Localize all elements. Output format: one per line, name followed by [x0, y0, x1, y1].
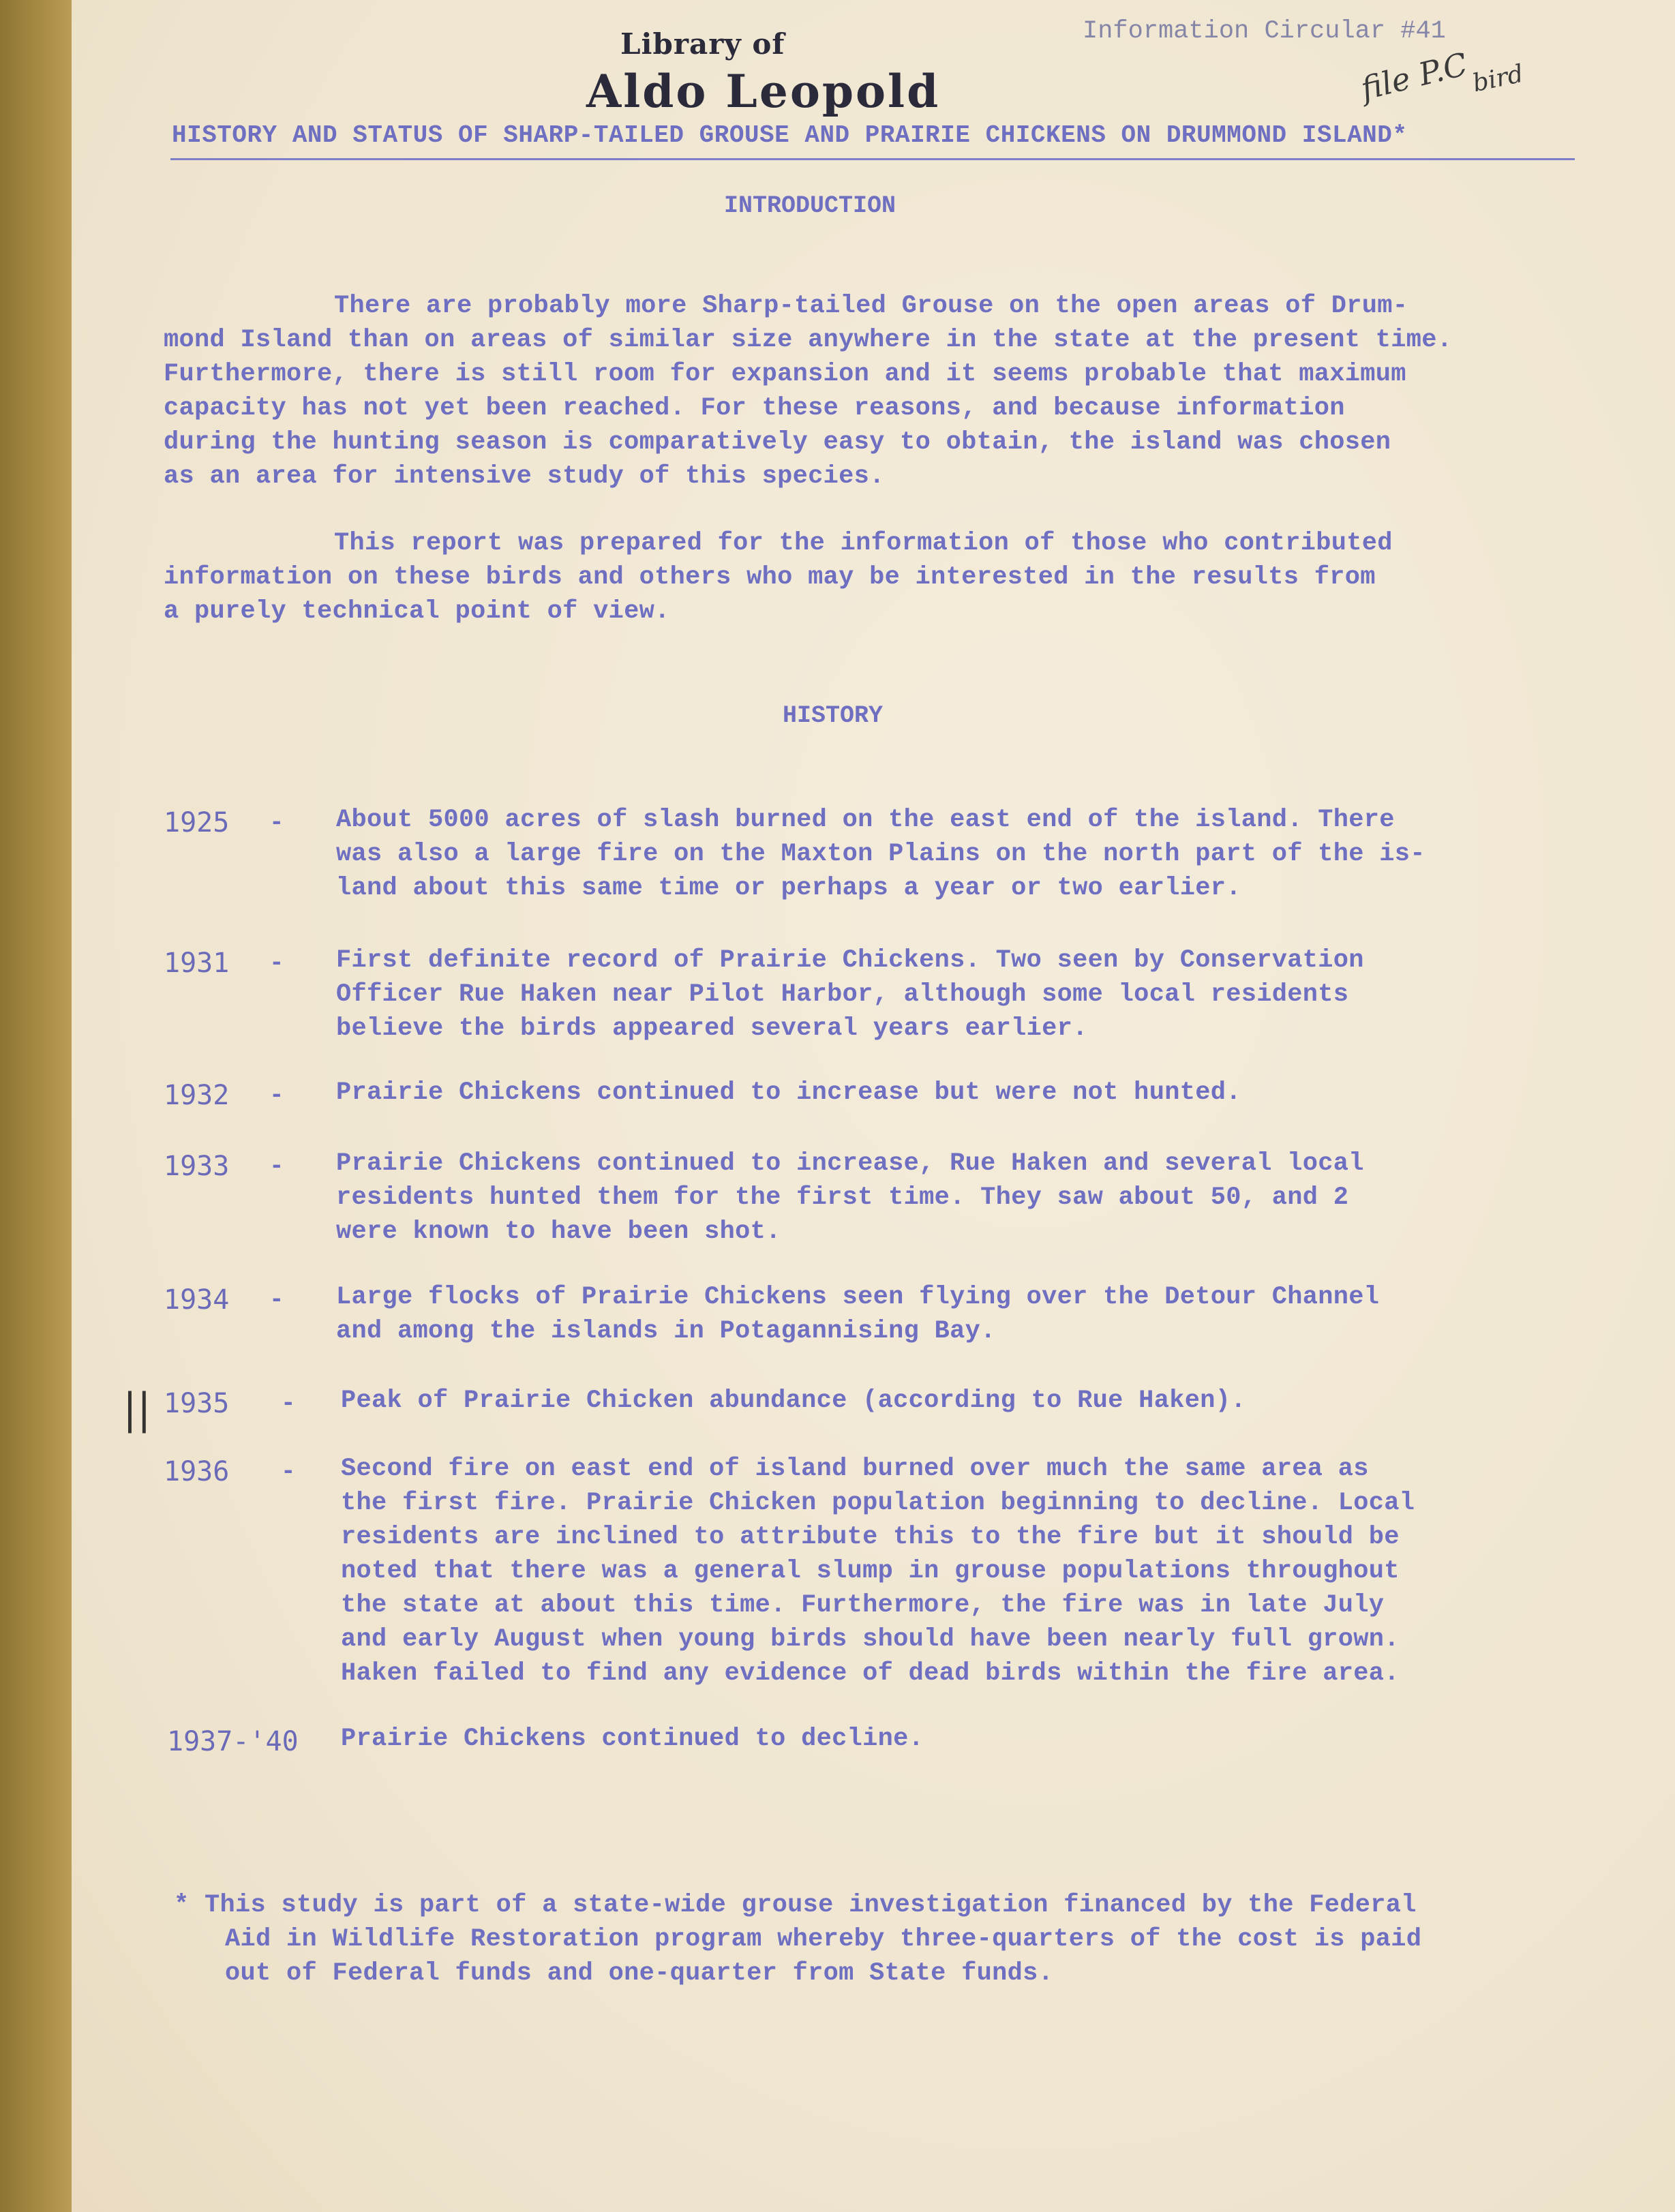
entry-dash: - [269, 1081, 284, 1109]
intro-paragraph-line: capacity has not yet been reached. For these reasons, and because information [164, 394, 1345, 423]
margin-mark: || [123, 1384, 151, 1434]
intro-paragraph-line: information on these birds and others who may be interested in the results from [164, 563, 1376, 592]
entry-line: believe the birds appeared several years earlier. [336, 1014, 1088, 1043]
entry-dash: - [269, 949, 284, 977]
intro-paragraph-line: as an area for intensive study of this species. [164, 462, 885, 491]
entry-dash: - [269, 808, 284, 836]
entry-year: 1935 [164, 1388, 230, 1419]
intro-paragraph-line: Furthermore, there is still room for expansion and it seems probable that maximum [164, 360, 1406, 389]
entry-dash: - [269, 1286, 284, 1314]
entry-line: About 5000 acres of slash burned on the east end of the island. There [336, 806, 1395, 834]
intro-paragraph-line: a purely technical point of view. [164, 597, 670, 626]
entry-line: Prairie Chickens continued to decline. [341, 1725, 924, 1753]
document-title: HISTORY AND STATUS OF SHARP-TAILED GROUSE AND PRAIRIE CHICKENS ON DRUMMOND ISLAND* [172, 121, 1408, 149]
entry-line: was also a large fire on the Maxton Plains on the north part of the is- [336, 840, 1425, 868]
title-underline [170, 158, 1575, 160]
entry-line: Officer Rue Haken near Pilot Harbor, although some local residents [336, 980, 1349, 1009]
entry-line: the first fire. Prairie Chicken population beginning to decline. Local [341, 1489, 1415, 1517]
entry-line: noted that there was a general slump in grouse populations throughout [341, 1557, 1400, 1586]
intro-paragraph-line: There are probably more Sharp-tailed Grouse on the open areas of Drum- [334, 292, 1408, 320]
binding-edge [0, 0, 72, 2212]
entry-year: 1937-'40 [167, 1726, 299, 1757]
entry-line: residents are inclined to attribute this to the fire but it should be [341, 1523, 1400, 1551]
entry-line: and among the islands in Potagannising Bay. [336, 1317, 996, 1346]
entry-line: Prairie Chickens continued to increase, Rue Haken and several local [336, 1149, 1364, 1178]
entry-year: 1936 [164, 1456, 230, 1487]
entry-line: Large flocks of Prairie Chickens seen flying over the Detour Channel [336, 1283, 1380, 1312]
footnote-line: Aid in Wildlife Restoration program whereby three-quarters of the cost is paid [225, 1925, 1422, 1954]
history-heading: HISTORY [783, 702, 884, 729]
intro-paragraph-line: mond Island than on areas of similar size anywhere in the state at the present time. [164, 326, 1453, 354]
circular-number: Information Circular #41 [1083, 17, 1446, 46]
entry-line: the state at about this time. Furthermore, the fire was in late July [341, 1591, 1385, 1620]
entry-year: 1932 [164, 1080, 230, 1111]
entry-line: and early August when young birds should have been nearly full grown. [341, 1625, 1400, 1654]
intro-paragraph-line: during the hunting season is comparatively easy to obtain, the island was chosen [164, 428, 1391, 457]
entry-line: Peak of Prairie Chicken abundance (according to Rue Haken). [341, 1387, 1246, 1415]
library-stamp-name: Aldo Leopold [586, 65, 941, 118]
entry-dash: - [281, 1457, 296, 1485]
entry-line: Second fire on east end of island burned over much the same area as [341, 1455, 1369, 1483]
entry-year: 1934 [164, 1284, 230, 1316]
entry-year: 1931 [164, 948, 230, 979]
footnote-line: out of Federal funds and one-quarter from State funds. [225, 1959, 1054, 1988]
entry-year: 1925 [164, 807, 230, 838]
entry-line: First definite record of Prairie Chickens. Two seen by Conservation [336, 946, 1364, 975]
introduction-heading: INTRODUCTION [724, 192, 896, 219]
footnote-line: * This study is part of a state-wide grouse investigation financed by the Federal [174, 1891, 1417, 1920]
entry-dash: - [269, 1152, 284, 1180]
handwritten-note: file P.C [1357, 45, 1471, 108]
intro-paragraph-line: This report was prepared for the information of those who contributed [334, 529, 1393, 558]
entry-line: residents hunted them for the first time. They saw about 50, and 2 [336, 1183, 1349, 1212]
handwritten-note-bird: bird [1470, 59, 1526, 98]
entry-line: Haken failed to find any evidence of dead birds within the fire area. [341, 1659, 1400, 1688]
entry-line: Prairie Chickens continued to increase but were not hunted. [336, 1078, 1241, 1107]
entry-line: land about this same time or perhaps a year or two earlier. [336, 874, 1241, 903]
entry-year: 1933 [164, 1151, 230, 1182]
library-stamp: Library of [620, 27, 785, 61]
entry-line: were known to have been shot. [336, 1217, 781, 1246]
entry-dash: - [281, 1389, 296, 1417]
